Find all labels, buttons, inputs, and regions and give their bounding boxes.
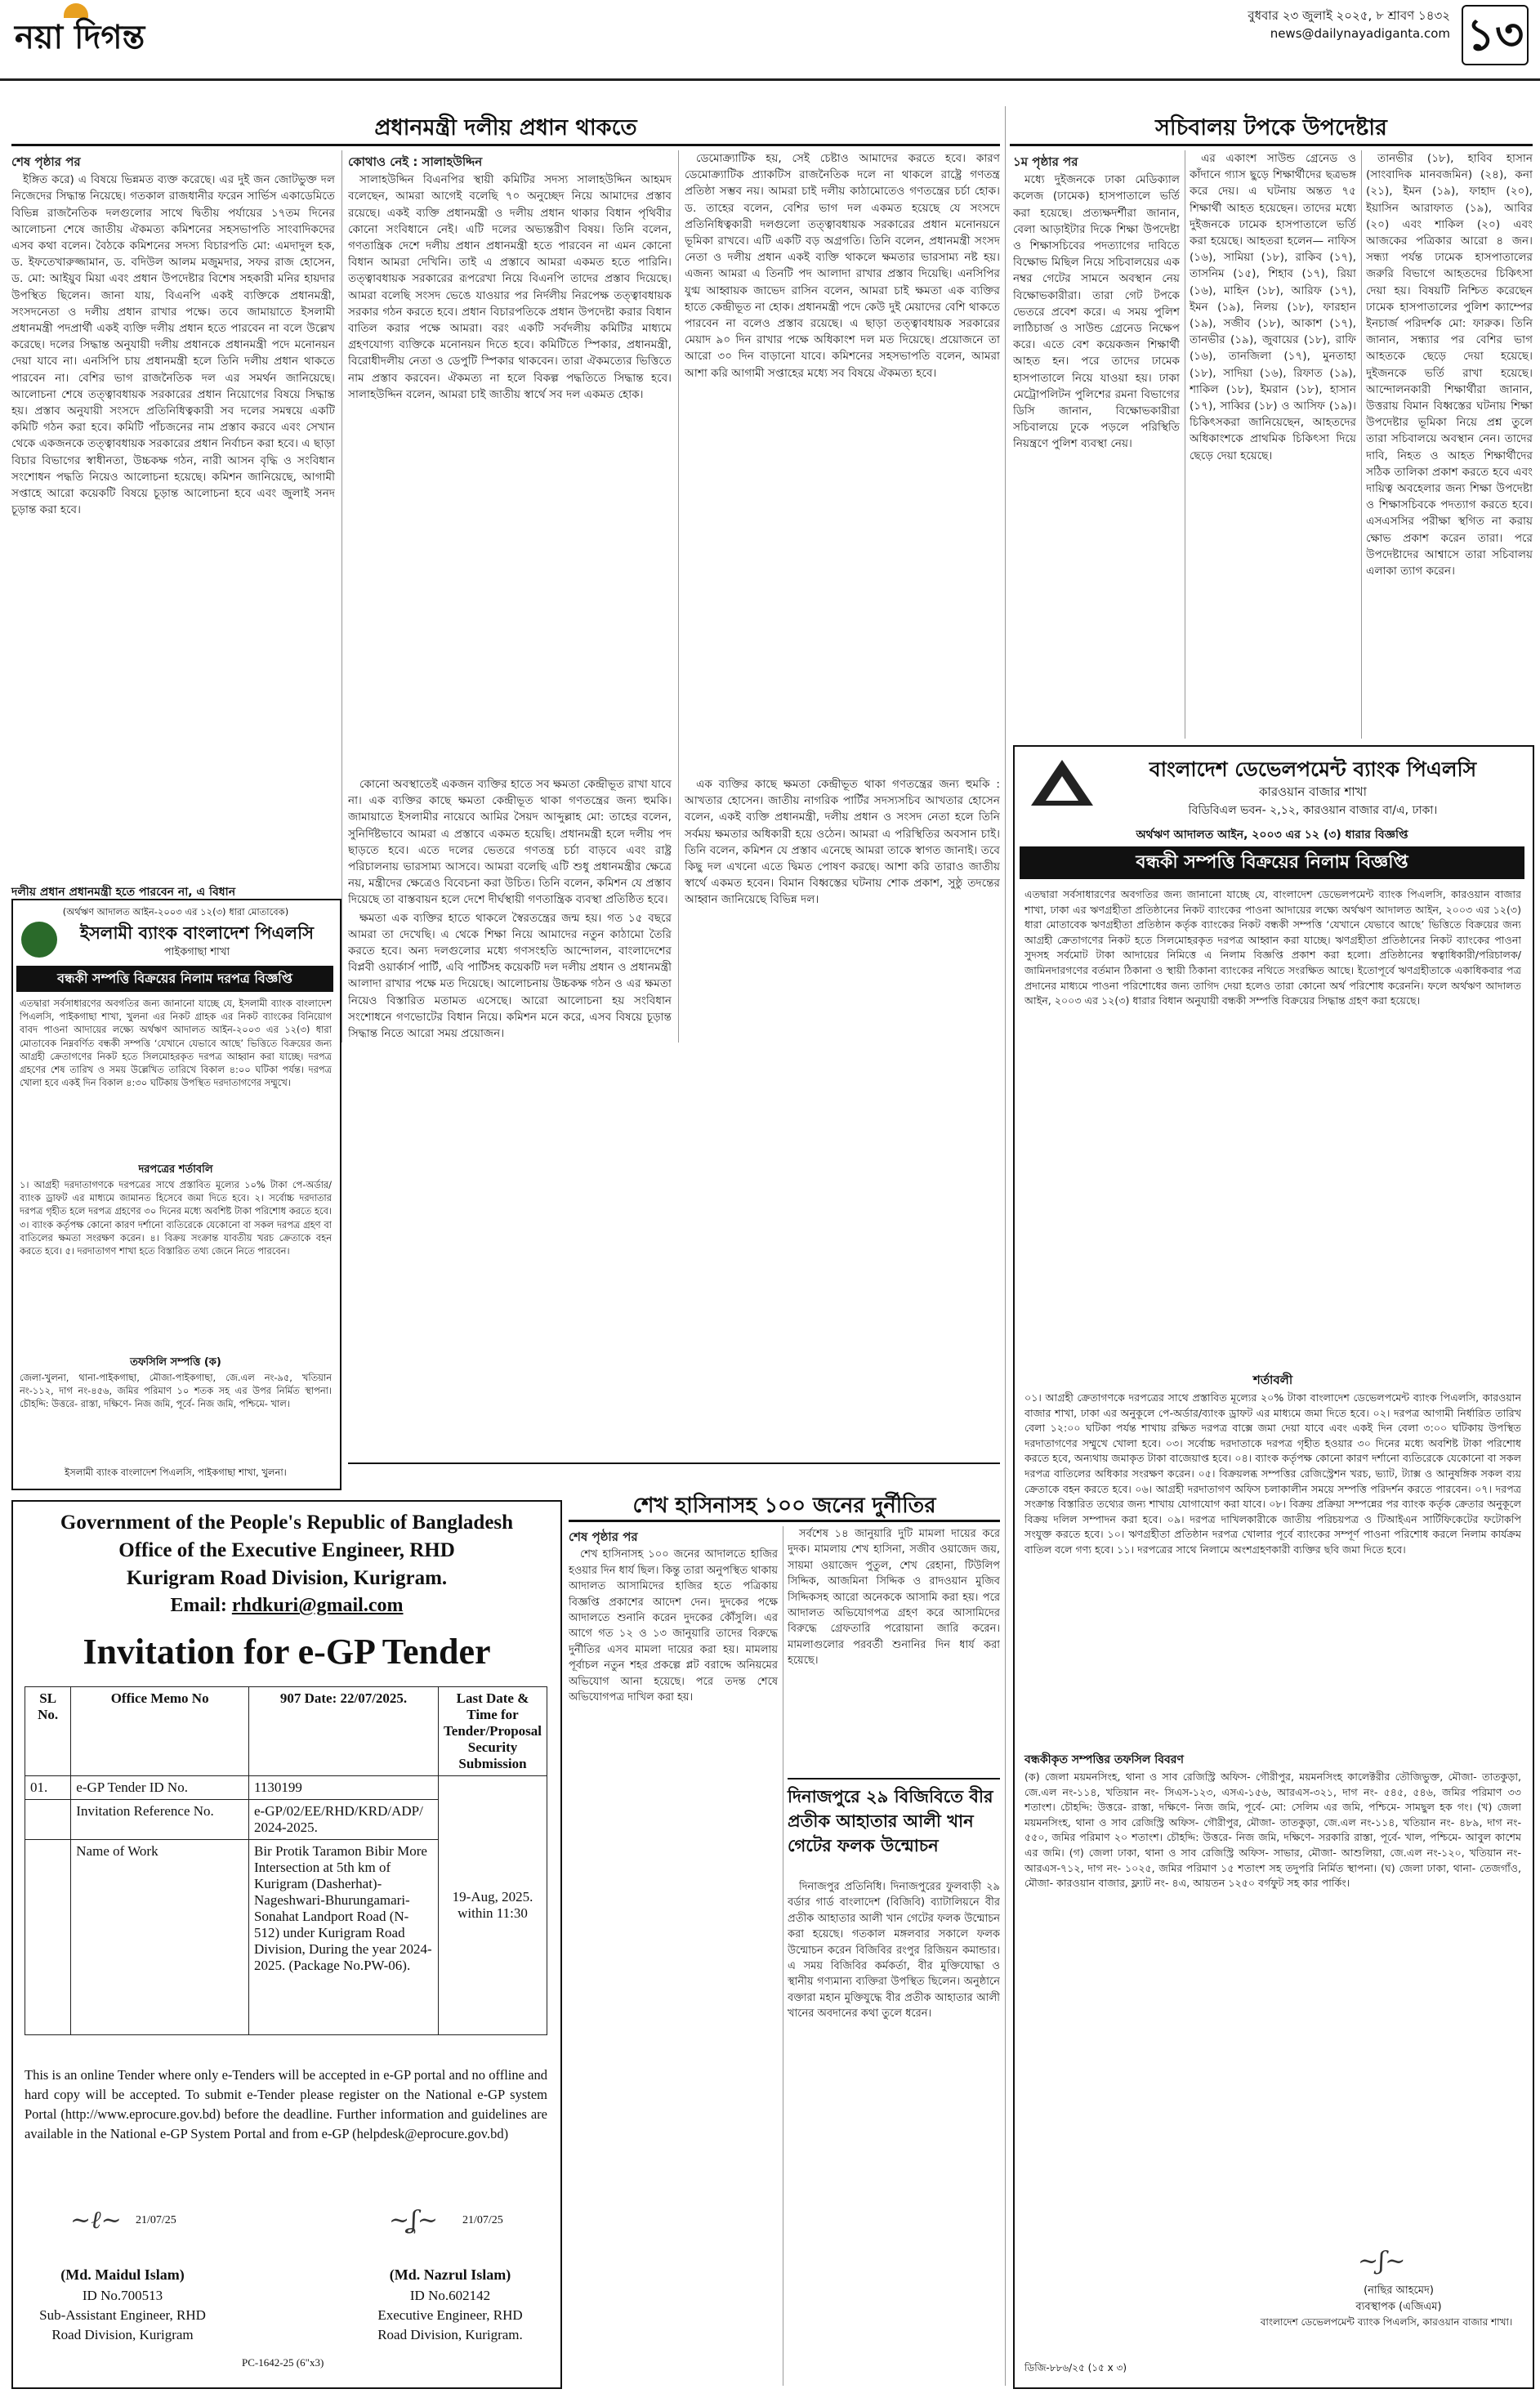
tender-right-sig-date: 21/07/25 <box>462 2214 503 2226</box>
ibbl-logo-icon <box>21 922 57 958</box>
story1-col2 <box>348 150 672 771</box>
tender-left-sig-date: 21/07/25 <box>136 2214 176 2226</box>
table-header-row <box>25 1687 547 1776</box>
dinajpur-body <box>788 1879 1000 2386</box>
story3-col2-text: সর্বশেষ ১৪ জানুয়ারি দুটি মামলা দায়ের করে দুদক। মামলায় শেখ হাসিনা, সজীব ওয়াজেদ জয়, সায়মা ওয়াজেদ পুতুল, শেখ রেহানা, টিউলিপ সিদ্দিক, আজমিনা সিদ্দিক ও রাদওয়ান মুজিব সিদ্দিকসহ আরো অনেককে আসামি করা হয়। পরে আদালত অভিযোগপত্র গ্রহণ করে আসামিদের বিরুদ্ধে গ্রেফতারি পরোয়ানা জারি করেন। মামলাগুলোর পরবর্তী শুনানির দিন ধার্য করা হয়েছে। <box>788 1528 1000 1668</box>
story1-end-line: দলীয় প্রধান প্রধানমন্ত্রী হতে পারবেন না, এ বিধান <box>11 886 236 899</box>
bdbl-bank-name: বাংলাদেশ ডেভেলপমেন্ট ব্যাংক পিএলসি <box>1149 757 1477 781</box>
tender-right-name: (Md. Nazrul Islam) <box>389 2266 511 2283</box>
tender-table-wrap <box>25 1686 547 2035</box>
table-cell <box>25 1840 71 2035</box>
ibbl-schedule: জেলা-খুলনা, থানা-পাইকগাছা, মৌজা-পাইকগাছা, জে.এল নং-৯৫, খতিয়ান নং-১১২, দাগ নং-৪৫৬, জমির পরিমাণ ১০ শতক সহ এর উপর নির্মিত স্থাপনা। চৌহদ্দি: উত্তরে- রাস্তা, দক্ষিণে- নিজ জমি, পূর্বে- নিজ জমি, পশ্চিমে- খাল। <box>20 1372 332 1410</box>
section-rule <box>788 1778 1000 1780</box>
story1-col2-text: সালাহউদ্দিন বিএনপির স্থায়ী কমিটির সদস্য সালাহউদ্দিন আহমদ বলেছেন, আমরা আগেই বলেছি ৭০ অনুচ্ছেদ নিয়ে আমাদের প্রস্তাব রয়েছে। একই ব্যক্তি প্রধানমন্ত্রী ও দলীয় প্রধান থাকার বিধান পৃথিবীর কোনো সংবিধানে নেই। এটি দলের অভ্যন্তরীণ বিষয়। তিনি বলেন, গণতান্ত্রিক দেশে দলীয় প্রধান প্রধানমন্ত্রী হতে পারবেন না এমন কোনো বিধান আমরা দেখিনি। তাই এ প্রস্তাবে আমরা একমত হতে পারিনি। তত্ত্বাবধায়ক সরকারের রূপরেখা নিয়ে বিএনপি তাদের প্রস্তাব দিয়েছে। আমরা বলেছি সংসদ ভেঙে যাওয়ার পর নির্দলীয় নিরপেক্ষ তত্ত্বাবধায়ক সরকার গঠন করতে হবে। প্রধান বিচারপতিকে প্রধান উপদেষ্টা করার বিধান বাতিল করার পক্ষে আমরা। বরং একটি সর্বদলীয় কমিটির মাধ্যমে গ্রহণযোগ্য ব্যক্তিকে মনোনয়ন দিতে হবে। কমিটিতে স্পিকার, প্রধানমন্ত্রী, বিরোধীদলীয় নেতা ও ডেপুটি স্পিকার থাকবেন। তারা ঐকমত্যের ভিত্তিতে নাম প্রস্তাব করবেন। ঐকমত্য না হলে বিকল্প পদ্ধতিতে সিদ্ধান্ত হবে। সালাহউদ্দিন বলেন, আমরা চাই জাতীয় স্বার্থে সব দল একমত হোক। <box>348 173 672 401</box>
bdbl-address: বিডিবিএল ভবন- ২,১২, কারওয়ান বাজার বা/এ, ঢাকা। <box>1188 804 1438 817</box>
masthead <box>0 0 1540 81</box>
bdbl-signatory-title: ব্যবস্থাপক (এজিএম) <box>1355 2301 1442 2313</box>
tender-division-line: Kurigram Road Division, Kurigram. <box>126 1567 448 1589</box>
story1-continued-label: শেষ পৃষ্ঠার পর <box>11 154 81 169</box>
tender-email-label: Email: <box>170 1595 227 1616</box>
tender-right-title: Executive Engineer, RHD <box>377 2307 523 2323</box>
table-header: Last Date & Time for Tender/Proposal Security Submission <box>439 1687 547 1776</box>
divider <box>678 150 679 1043</box>
bdbl-signatory-name: (নাছির আহমেদ) <box>1364 2284 1434 2297</box>
bdbl-schedule-title: বন্ধকীকৃত সম্পত্তির তফসিল বিবরণ <box>1024 1753 1184 1766</box>
bdbl-conditions: ০১। আগ্রহী ক্রেতাগণকে দরপত্রের সাথে প্রস্তাবিত মূল্যের ২০% টাকা বাংলাদেশ ডেভেলপমেন্ট ব্যাংক পিএলসি, কারওয়ান বাজার শাখা, ঢাকা এর অনুকূলে পে-অর্ডার/ব্যাংক ড্রাফট এর মাধ্যমে জমা দিতে হবে। ০২। দরপত্র আগামী নির্ধারিত তারিখ বেলা ১২:০০ ঘটিকা পর্যন্ত শাখায় রক্ষিত দরপত্র বাক্সে জমা দেয়া যাবে এবং একই দিন বেলা ৩:০০ ঘটিকায় উপস্থিত দরদাতাগণের সম্মুখে খোলা হবে। ০৩। সর্বোচ্চ দরদাতাকে দরপত্র গৃহীত হওয়ার ৩০ দিনের মধ্যে অবশিষ্ট টাকা পরিশোধ করতে হবে, অন্যথায় জমাকৃত টাকা বাজেয়াপ্ত হবে। ০৪। ব্যাংক কর্তৃপক্ষ কোনো কারণ দর্শানো ব্যতিরেকে যেকোনো বা সকল দরপত্র বাতিলের অধিকার সংরক্ষণ করেন। ০৫। বিক্রয়লব্ধ সম্পত্তির রেজিস্ট্রেশন খরচ, ভ্যাট, ট্যাক্স ও আনুষঙ্গিক সকল ব্যয় ক্রেতাকে বহন করতে হবে। ০৬। আগ্রহী দরদাতাগণ অফিস চলাকালীন সময়ে সম্পত্তি পরিদর্শন করতে পারবেন। ০৭। দরপত্র সংক্রান্ত বিস্তারিত তথ্যের জন্য শাখায় যোগাযোগ করা যাবে। ০৮। বিক্রয় প্রক্রিয়া সম্পন্নের পর ব্যাংক কর্তৃক ক্রেতার অনুকূলে বিক্রয় দলিল সম্পাদন করা হবে। ০৯। দরপত্র দাখিলকারীকে জাতীয় পরিচয়পত্র ও টিআইএন সার্টিফিকেটের ফটোকপি সংযুক্ত করতে হবে। ১০। ঋণগ্রহীতা প্রতিষ্ঠান দরপত্র খোলার পূর্বে ব্যাংকের সম্পূর্ণ পাওনা পরিশোধ করলে নিলাম কার্যক্রম বাতিল বলে গণ্য হবে। ১১। দরপত্রের সাথে নিলামে অংশগ্রহণকারী ব্যক্তির ছবি জমা দিতে হবে। <box>1024 1391 1521 1556</box>
bdbl-body: এতদ্বারা সর্বসাধারণের অবগতির জন্য জানানো যাচ্ছে যে, বাংলাদেশ ডেভেলপমেন্ট ব্যাংক পিএলসি, কারওয়ান বাজার শাখা, ঢাকা এর ঋণগ্রহীতা প্রতিষ্ঠানের নিকট ব্যাংকের পাওনা আদায়ের লক্ষ্যে অর্থঋণ আদালত আইন, ২০০৩ এর ১২(৩) ধারা মোতাবেক ঋণগ্রহীতা প্রতিষ্ঠান কর্তৃক ব্যাংকের নিকট বন্ধকী সম্পত্তি ‘যেখানে যেভাবে আছে’ ভিত্তিতে বিক্রয়ের জন্য আগ্রহী ক্রেতাগণের নিকট হতে সিলমোহরকৃত দরপত্র আহ্বান করা যাচ্ছে। ঋণগ্রহীতা প্রতিষ্ঠানের নিকট ব্যাংকের পাওনা সুদসহ সর্বমোট টাকা আদায়ের নিমিত্তে এ নিলাম বিজ্ঞপ্তি প্রকাশ করা হলো। প্রতিষ্ঠানের স্বত্বাধিকারী/পরিচালক/জামিনদারগণের বর্তমান ঠিকানা ও স্থায়ী ঠিকানা ব্যাংকের নথিতে সংরক্ষিত আছে। ইতোপূর্বে ঋণগ্রহীতাকে একাধিকবার পত্র প্রদানের মাধ্যমে পাওনা পরিশোধের জন্য তাগিদ দেয়া হলেও তারা কোনো অর্থ পরিশোধ করেননি। ফলে অর্থঋণ আদালত আইন, ২০০৩ এর ১২(৩) ধারার বিধান অনুযায়ী বন্ধকী সম্পত্তি বিক্রয়ের সিদ্ধান্ত গ্রহণ করা হয়েছে। <box>1024 888 1521 1007</box>
story3-bar <box>569 1520 1000 1522</box>
divider <box>341 150 342 1043</box>
story1-col3-text: ডেমোক্র্যাটিক হয়, সেই চেষ্টাও আমাদের করতে হবে। কারণ ডেমোক্র্যাটিক প্র্যাকটিস রাজনৈতিক দলে না থাকলে রাষ্ট্রে গণতন্ত্র প্রতিষ্ঠা সম্ভব নয়। আমরা চাই দলীয় কাঠামোতেও গণতন্ত্রের চর্চা হোক। ড. তাহের বলেন, বেশির ভাগ দল একমত হয়েছে যে সংসদে প্রতিনিধিত্বকারী দলগুলো তত্ত্বাবধায়ক সরকারের প্রধান মনোনয়নে ভূমিকা রাখবে। এটি একটি বড় অগ্রগতি। তিনি বলেন, প্রধানমন্ত্রী সংসদ নেতা ও দলীয় প্রধান একই ব্যক্তি থাকলে ক্ষমতার ভারসাম্য নষ্ট হয়। এজন্য আমরা এ তিনটি পদ আলাদা রাখার প্রস্তাব দিয়েছি। এনসিপির যুগ্ম আহ্বায়ক জাভেদ রাসিন বলেন, আমরা চাই ক্ষমতা এক ব্যক্তির হাতে কেন্দ্রীভূত না হোক। প্রধানমন্ত্রী পদে কেউ দুই মেয়াদের বেশি থাকতে পারবেন না বলেও প্রস্তাব রয়েছে। এ ছাড়া তত্ত্বাবধায়ক সরকারের মেয়াদ ৯০ দিন রাখার পক্ষে অধিকাংশ দল মত দিয়েছে। প্রয়োজনে তা আরো ৩০ দিন বাড়ানো যাবে। কমিশনের সহসভাপতি বলেন, আমরা আশা করি আগামী সপ্তাহের মধ্যে সব বিষয়ে ঐকমত্য হবে। <box>685 152 1000 380</box>
story3-col2 <box>788 1526 1000 1771</box>
story1-col5-text: ক্ষমতা এক ব্যক্তির হাতে থাকলে স্বৈরতন্ত্রের জন্ম হয়। গত ১৫ বছরে আমরা তা দেখেছি। এ থেকে শিক্ষা নিয়ে আমাদের নতুন কাঠামো তৈরি করতে হবে। অন্য দলগুলোর মধ্যে গণসংহতি আন্দোলন, বাংলাদেশের বিপ্লবী ওয়ার্কার্স পার্টি, এবি পার্টিসহ কয়েকটি দল দলীয় প্রধান ও প্রধানমন্ত্রী আলাদা রাখার পক্ষে মত দিয়েছে। আলোচনায় উচ্চকক্ষ গঠন ও এর ক্ষমতা নিয়েও বিস্তারিত মতামত এসেছে। আরো আলোচনা হয় সংবিধান সংশোধনে গণভোটের বিধান নিয়ে। কমিশন মনে করে, এসব বিষয়ে চূড়ান্ত সিদ্ধান্ত নিতে আরো সময় প্রয়োজন। <box>348 911 672 1041</box>
table-cell: e-GP/02/EE/RHD/KRD/ADP/ 2024-2025. <box>249 1800 439 1840</box>
tender-left-title: Sub-Assistant Engineer, RHD <box>39 2307 206 2323</box>
bdbl-notice <box>1013 745 1534 2389</box>
bdbl-signatory-branch: বাংলাদেশ ডেভেলপমেন্ট ব্যাংক পিএলসি, কারওয়ান বাজার শাখা। <box>1260 2316 1513 2328</box>
tender-note: This is an online Tender where only e-Tenders will be accepted in e-GP portal and no offline and hard copy will be accepted. To submit e-Tender please register on the National e-GP system Portal (http://www.eprocure.gov.bd) before the deadline. Further information and guidelines are available in the National e-GP System Portal and from e-GP (helpdesk@eprocure.gov.bd) <box>25 2067 547 2141</box>
table-row <box>25 1776 547 1800</box>
table-header: Office Memo No <box>71 1687 249 1776</box>
tender-office-line: Office of the Executive Engineer, RHD <box>118 1539 455 1561</box>
story1-col4 <box>348 776 672 1283</box>
story3-col1 <box>569 1526 778 2386</box>
story1-col1 <box>11 150 335 876</box>
table-cell: Name of Work <box>71 1840 249 2035</box>
tender-email-link[interactable]: rhdkuri@gmail.com <box>231 1595 404 1616</box>
issue-date: বুধবার ২৩ জুলাই ২০২৫, ৮ শ্রাবণ ১৪৩২ <box>1248 8 1450 23</box>
bdbl-conditions-title: শর্তাবলী <box>1252 1373 1293 1387</box>
story3-continued-label: শেষ পৃষ্ঠার পর <box>569 1529 638 1544</box>
newspaper-logo[interactable]: নয়া দিগন্ত <box>15 18 145 56</box>
page-number: ১৩ <box>1462 5 1529 65</box>
table-header: 907 Date: 22/07/2025. <box>249 1687 439 1776</box>
table-cell: e-GP Tender ID No. <box>71 1776 249 1800</box>
tender-email-row <box>13 1595 560 1617</box>
tender-notice <box>11 1500 562 2389</box>
bdbl-notice-title: বন্ধকী সম্পত্তি বিক্রয়ের নিলাম বিজ্ঞপ্তি <box>1020 846 1524 879</box>
table-cell: 01. <box>25 1776 71 1800</box>
story2-headline[interactable]: সচিবালয় টপকে উপদেষ্টার <box>1155 115 1387 141</box>
bdbl-signature: ~ʃ~ <box>1358 2247 1406 2275</box>
tender-right-signature: ~ʆ~ <box>389 2206 438 2235</box>
table-cell: 1130199 <box>249 1776 439 1800</box>
table-cell: Bir Protik Taramon Bibir More Intersection at 5th km of Kurigram (Dasherhat)- Nageshwari-Bhurungamari-Sonahat Landport Road (N-512) under Kurigram Road Division, During the year 2024-2025. (Package No.PW-06). <box>249 1840 439 2035</box>
tender-pc-number: PC-1642-25 (6"x3) <box>242 2356 324 2369</box>
table-cell-last-date: 19-Aug, 2025. within 11:30 <box>439 1776 547 2035</box>
ibbl-notice-title: বন্ধকী সম্পত্তি বিক্রয়ের নিলাম দরপত্র বিজ্ঞপ্তি <box>16 966 333 992</box>
table-header: SL No. <box>25 1687 71 1776</box>
table-cell: Invitation Reference No. <box>71 1800 249 1840</box>
story2-col3-text: তানভীর (১৮), হাবিব হাসান (সাংবাদিক মানবজমিন) (২৪), কনা (২১), ইমন (১৯), ফাহাদ (২০), ইয়াসিন আরাফাত (১৯), আবির (২০) এবং শাকিল (২০) এবং আজকের পত্রিকার আরো ৪ জন। সন্ধ্যা পর্যন্ত ঢামেক হাসপাতালের জরুরি বিভাগে আহতদের চিকিৎসা দেয়া হয়। বিষয়টি নিশ্চিত করেছেন ঢামেক হাসপাতালের পুলিশ ক্যাম্পের ইনচার্জ পরিদর্শক মো: ফারুক। তিনি জানান, সন্ধ্যার পর বেশির ভাগ আহতকে ছেড়ে দেয়া হয়েছে। দুইজনকে ভর্তি রাখা হয়েছে। আন্দোলনকারী শিক্ষার্থীরা জানান, উত্তরায় বিমান বিধ্বস্তের ঘটনায় শিক্ষা উপদেষ্টার ভূমিকা নিয়ে প্রশ্ন তুলে তারা সচিবালয়ে অবস্থান নেন। তাদের দাবি, নিহত ও আহত শিক্ষার্থীদের সঠিক তালিকা প্রকাশ করতে হবে এবং দায়িত্ব অবহেলার জন্য শিক্ষা উপদেষ্টা ও শিক্ষাসচিবকে পদত্যাগ করতে হবে। এসএসসির পরীক্ষা স্থগিত না করায় ক্ষোভ প্রকাশ করেন তারা। পরে উপদেষ্টাদের আশ্বাসে তারা সচিবালয় এলাকা ত্যাগ করেন। <box>1366 152 1533 578</box>
story1-subhead: কোথাও নেই : সালাহউদ্দিন <box>348 154 483 169</box>
ibbl-bank-name: ইসলামী ব্যাংক বাংলাদেশ পিএলসি <box>80 923 314 943</box>
story1-col3 <box>685 150 1000 771</box>
story1-col6 <box>685 776 1000 1283</box>
tender-title: Invitation for e-GP Tender <box>83 1632 491 1672</box>
divider <box>1005 106 1006 2386</box>
section-rule <box>348 1462 1000 1464</box>
tender-left-division: Road Division, Kurigram <box>51 2327 194 2342</box>
bdbl-code: ডিজি-৮৮৬/২৫ (১৫ x ৩) <box>1024 2362 1127 2373</box>
story2-continued-label: ১ম পৃষ্ঠার পর <box>1013 154 1078 169</box>
story1-col4-text: কোনো অবস্থাতেই একজন ব্যক্তির হাতে সব ক্ষমতা কেন্দ্রীভূত রাখা যাবে না। এক ব্যক্তির কাছে ক্ষমতা কেন্দ্রীভূত থাকা গণতন্ত্রের জন্য হুমকি। জামায়াতে ইসলামীর নায়েবে আমির সৈয়দ আব্দুল্লাহ মো: তাহের বলেন, সুনির্দিষ্টভাবে আমরা এ প্রস্তাবে একমত হয়েছি। প্রধানমন্ত্রী হলে দলীয় পদ ছাড়তে হবে। এতে দলের ভেতরে গণতন্ত্র চর্চা বাড়বে এবং রাষ্ট্র পরিচালনায় ভারসাম্য আসবে। আমরা বলেছি এটি শুধু প্রধানমন্ত্রীর ক্ষেত্রে নয়, মন্ত্রীদের ক্ষেত্রেও বিবেচনা করা উচিত। তিনি বলেন, কমিশন যে প্রস্তাব দিয়েছে তা বাস্তবায়ন হলে দেশে দীর্ঘস্থায়ী গণতান্ত্রিক ব্যবস্থা প্রতিষ্ঠিত হবে। <box>348 778 672 907</box>
story3-col1-text: শেখ হাসিনাসহ ১০০ জনের আদালতে হাজির হওয়ার দিন ধার্য ছিল। কিন্তু তারা অনুপস্থিত থাকায় আদালত আসামিদের হাজির হতে পত্রিকায় বিজ্ঞপ্তি প্রকাশের আদেশ দেন। দুদকের পক্ষে আদালতে শুনানি করেন দুদকের কৌঁসুলি। এর আগে গত ১২ ও ১৩ জানুয়ারি তাদের বিরুদ্ধে দুর্নীতির এসব মামলা দায়ের করা হয়। মামলায় পূর্বাচল নতুন শহর প্রকল্পে প্লট বরাদ্দে অনিয়মের অভিযোগ আনা হয়েছে। পরে তদন্ত শেষে অভিযোগপত্র দাখিল করা হয়। <box>569 1548 778 1704</box>
ibbl-notice <box>11 899 341 1490</box>
tender-gov-line: Government of the People's Republic of Bangladesh <box>60 1512 514 1534</box>
ibbl-body: এতদ্বারা সর্বসাধারণের অবগতির জন্য জানানো যাচ্ছে যে, ইসলামী ব্যাংক বাংলাদেশ পিএলসি, পাইকগাছা শাখা, খুলনা এর নিকট গ্রাহক এর নিকট ব্যাংকের বিনিয়োগ বাবদ পাওনা আদায়ের লক্ষ্যে অর্থঋণ আদালত আইন-২০০৩ এর ১২(৩) ধারা মোতাবেক নিম্নবর্ণিত বন্ধকী সম্পত্তি ‘যেখানে যেভাবে আছে’ ভিত্তিতে বিক্রয়ের জন্য আগ্রহী ক্রেতাগণের নিকট হতে সিলমোহরকৃত দরপত্র আহ্বান করা যাচ্ছে। দরপত্র গ্রহণের শেষ তারিখ ও সময় উল্লেখিত তারিখে বিকাল ৪:০০ ঘটিকা পর্যন্ত। দরপত্র খোলা হবে একই দিন বিকাল ৪:৩০ ঘটিকায় উপস্থিত দরদাতাগণের সম্মুখে। <box>20 998 332 1089</box>
story1-headline[interactable]: প্রধানমন্ত্রী দলীয় প্রধান থাকতে <box>374 115 637 141</box>
bdbl-act-line: অর্থঋণ আদালত আইন, ২০০৩ এর ১২ (৩) ধারার বিজ্ঞপ্তি <box>1136 828 1408 842</box>
story2-col1-text: মধ্যে দুইজনকে ঢাকা মেডিক্যাল কলেজ (ঢামেক) হাসপাতালে ভর্তি করা হয়েছে। প্রত্যক্ষদর্শীরা জানান, বেলা আড়াইটার দিকে শিক্ষা উপদেষ্টা ও শিক্ষাসচিবের পদত্যাগের দাবিতে বিক্ষোভ মিছিল নিয়ে সচিবালয়ের এক নম্বর গেটের সামনে অবস্থান নেয় বিক্ষোভকারীরা। তারা গেট টপকে ভেতরে প্রবেশ করে। এ সময় পুলিশ লাঠিচার্জ ও সাউন্ড গ্রেনেড নিক্ষেপ করে। এতে বেশ কয়েকজন শিক্ষার্থী আহত হন। পরে তাদের ঢামেক হাসপাতালে নিয়ে যাওয়া হয়। ঢাকা মেট্রোপলিটন পুলিশের রমনা বিভাগের ডিসি জানান, বিক্ষোভকারীরা সচিবালয়ে ঢুকে পড়লে পরিস্থিতি নিয়ন্ত্রণে পুলিশ ব্যবস্থা নেয়। <box>1013 173 1180 451</box>
tender-left-id: ID No.700513 <box>82 2288 163 2303</box>
story2-col2-text: এর একাংশ সাউন্ড গ্রেনেড ও কাঁদানে গ্যাস ছুড়ে শিক্ষার্থীদের ছত্রভঙ্গ করে দেয়। এ ঘটনায় অন্তত ৭৫ শিক্ষার্থী আহত হয়েছেন। তাদের মধ্যে দুইজনকে ঢামেক হাসপাতালে ভর্তি করা হয়েছে। আহতরা হলেন— নাফিস (১৬), সামিয়া (১৮), রাকিব (১৭), তাসনিম (১৫), শিহাব (১৭), রিয়া (১৬), মাহিন (১৮), আরিফ (১৭), ইমন (১৯), নিলয় (১৮), ফারহান (১৯), সজীব (১৮), আকাশ (১৭), তানভীর (১৯), জুবায়ের (১৮), রাফি (১৬), তানজিলা (১৭), মুনতাহা (১৮), সাদিয়া (১৬), রিফাত (১৯), শাকিল (১৮), ইমরান (১৮), হাসান (১৭), সাব্বির (১৮) ও আসিফ (১৯)। চিকিৎসকরা জানিয়েছেন, আহতদের অধিকাংশকে প্রাথমিক চিকিৎসা দিয়ে ছেড়ে দেয়া হয়েছে। <box>1190 152 1356 462</box>
tender-table <box>25 1686 547 2035</box>
ibbl-footer: ইসলামী ব্যাংক বাংলাদেশ পিএলসি, পাইকগাছা শাখা, খুলনা। <box>65 1467 287 1478</box>
story3-headline[interactable]: শেখ হাসিনাসহ ১০০ জনের দুর্নীতির <box>632 1494 936 1518</box>
divider <box>1361 150 1362 739</box>
story1-col1-text: ইঙ্গিত করে) এ বিষয়ে ভিন্নমত ব্যক্ত করেছে। এর দুই জন জোটভুক্ত দল নিজেদের সিদ্ধান্ত নিয়েছে। গতকাল রাজধানীর ফরেন সার্ভিস একাডেমিতে বিভিন্ন রাজনৈতিক দলগুলোর সাথে দ্বিতীয় পর্যায়ের ১৭তম দিনের আলোচনা শেষে জাতীয় ঐকমত্য কমিশনের সহসভাপতি সাংবাদিকদের এসব কথা বলেন। বৈঠকে কমিশনের সদস্য বিচারপতি মো: এমদাদুল হক, ড. ইফতেখারুজ্জামান, ড. বদিউল আলম মজুমদার, সফর রাজ হোসেন, ড. মো: আইয়ুব মিয়া এবং প্রধান উপদেষ্টার বিশেষ সহকারী মনির হায়দার উপস্থিত ছিলেন। জানা যায়, বিএনপি একই ব্যক্তিকে প্রধানমন্ত্রী, সংসদনেতা ও দলীয় প্রধান রাখার পক্ষে। তবে জামায়াতে ইসলামী প্রধানমন্ত্রী পদপ্রার্থী একই ব্যক্তি দলীয় প্রধান হতে পারবেন না বলে উল্লেখ করেছে। দলের সিদ্ধান্ত অনুযায়ী দলীয় প্রধানকে প্রধানমন্ত্রী পদে মনোনয়ন দেয়া যাবে না। এনসিপি চায় প্রধানমন্ত্রী হলে তিনি দলীয় প্রধান থাকতে পারবেন না। বেশির ভাগ রাজনৈতিক দল এর সমর্থন জানিয়েছে। আলোচনা শেষে তত্ত্বাবধায়ক সরকারের প্রধান নিয়োগের বিষয়ে সিদ্ধান্ত হয়। প্রস্তাব অনুযায়ী সংসদে প্রতিনিধিত্বকারী সব দলের সমন্বয়ে একটি কমিটি গঠন করা হবে। কমিটি পাঁচজনের নাম প্রস্তাব করবে এবং সেখান থেকে একজনকে তত্ত্বাবধায়ক সরকারের প্রধান নির্বাচন করা হবে। এ ছাড়া বিচার বিভাগের স্বাধীনতা, উচ্চকক্ষ গঠন, নারী আসন বৃদ্ধি ও সংবিধান সংশোধন পদ্ধতি নিয়েও আলোচনা হয়েছে। কমিশন জানিয়েছে, আগামী সপ্তাহে আরো কয়েকটি বিষয়ে চূড়ান্ত আলোচনা হবে এবং জুলাই সনদ চূড়ান্ত করা হবে। <box>11 173 335 517</box>
ibbl-conditions-title: দরপত্রের শর্তাবলি <box>138 1163 213 1176</box>
ibbl-schedule-title: তফসিলি সম্পত্তি (ক) <box>130 1356 221 1369</box>
tender-left-name: (Md. Maidul Islam) <box>60 2266 185 2283</box>
ibbl-branch: পাইকগাছা শাখা <box>163 946 230 958</box>
story1-col6-text: এক ব্যক্তির কাছে ক্ষমতা কেন্দ্রীভূত থাকা গণতন্ত্রের জন্য হুমকি : আখতার হোসেন। জাতীয় নাগরিক পার্টির সদস্যসচিব আখতার হোসেন বলেন, একই ব্যক্তি প্রধানমন্ত্রী, দলীয় প্রধান ও সংসদ নেতা হলে তিনি সর্বময় ক্ষমতার অধিকারী হয়ে ওঠেন। আমরা এ পরিস্থিতির অবসান চাই। তিনি বলেন, কমিশন যে প্রস্তাব এনেছে আমরা তাকে স্বাগত জানাই। তবে কিছু দল এখনো এতে দ্বিমত পোষণ করছে। আশা করি তারাও জাতীয় স্বার্থে একমত হবেন। বিমান বিধ্বস্তের ঘটনায় শোক প্রকাশ, সুষ্ঠু তদন্তের আহ্বান জানিয়েছে বিভিন্ন দল। <box>685 778 1000 907</box>
tender-right-division: Road Division, Kurigram. <box>377 2327 523 2342</box>
dinajpur-headline[interactable]: দিনাজপুরে ২৯ বিজিবিতে বীর প্রতীক আহাতার আলী খান গেটের ফলক উন্মোচন <box>788 1787 993 1855</box>
ibbl-ref-line: (অর্থঋণ আদালত আইন-২০০৩ এর ১২(৩) ধারা মোতাবেক) <box>62 906 289 918</box>
dinajpur-body-text: দিনাজপুর প্রতিনিধি। দিনাজপুরের ফুলবাড়ী ২৯ বর্ডার গার্ড বাংলাদেশ (বিজিবি) ব্যাটালিয়নে বীর প্রতীক আহাতার আলী খান গেটের ফলক উন্মোচন করা হয়েছে। গতকাল মঙ্গলবার সকালে ফলক উন্মোচন করেন বিজিবির রংপুর রিজিয়ন কমান্ডার। এ সময় বিজিবির কর্মকর্তা, বীর মুক্তিযোদ্ধা ও স্থানীয় গণ্যমান্য ব্যক্তিরা উপস্থিত ছিলেন। অনুষ্ঠানে বক্তারা মহান মুক্তিযুদ্ধে বীর প্রতীক আহাতার আলী খানের অবদানের কথা তুলে ধরেন। <box>788 1881 1000 2021</box>
story2-col2 <box>1190 150 1356 739</box>
tender-left-signature: ~ℓ~ <box>70 2206 122 2235</box>
bdbl-logo-icon <box>1024 755 1100 812</box>
story2-col1 <box>1013 150 1180 739</box>
news-email[interactable]: news@dailynayadiganta.com <box>1270 26 1450 41</box>
bdbl-branch: কারওয়ান বাজার শাখা <box>1259 784 1367 799</box>
story2-col3 <box>1366 150 1533 739</box>
bdbl-schedule: (ক) জেলা ময়মনসিংহ, থানা ও সাব রেজিস্ট্রি অফিস- গৌরীপুর, ময়মনসিংহ কালেক্টরীর তৌজিভুক্ত, মৌজা- তাতকুড়া, জে.এল নং-১১৪, খতিয়ান নং- সিএস-১২৩, এসএ-১৫৬, আরএস-৩২১, দাগ নং- ৫৪৫, ৫৪৬, জমির পরিমাণ ৩৩ শতাংশ। চৌহদ্দি: উত্তরে- রাস্তা, দক্ষিণে- নিজ জমি, পূর্বে- মো: সেলিম এর জমি, পশ্চিমে- সামছুল হক গং। (খ) জেলা ময়মনসিংহ, থানা ও সাব রেজিস্ট্রি অফিস- গৌরীপুর, মৌজা- তাতকুড়া, জে.এল নং-১১৪, খতিয়ান নং- ৪৮৯, দাগ নং- ৫৫০, জমির পরিমাণ ২০ শতাংশ। চৌহদ্দি: উত্তরে- নিজ জমি, দক্ষিণে- সরকারি রাস্তা, পূর্বে- খাল, পশ্চিমে- আবুল কাশেম এর জমি। (গ) জেলা ঢাকা, থানা ও সাব রেজিস্ট্রি অফিস- সাভার, মৌজা- আশুলিয়া, জে.এল নং-১২০, খতিয়ান নং- আরএস-৭১২, দাগ নং- ১০২৫, জমির পরিমাণ ১৫ শতাংশ সহ তদুপরি নির্মিত স্থাপনা। (ঘ) জেলা ঢাকা, থানা- তেজগাঁও, মৌজা- কারওয়ান বাজার, ফ্ল্যাট নং- ৪এ, আয়তন ১২৫০ বর্গফুট সহ কার পার্কিং। <box>1024 1771 1521 1890</box>
tender-right-id: ID No.602142 <box>409 2288 491 2303</box>
ibbl-conditions: ১। আগ্রহী দরদাতাগণকে দরপত্রের সাথে প্রস্তাবিত মূল্যের ১০% টাকা পে-অর্ডার/ব্যাংক ড্রাফট এর মাধ্যমে জামানত হিসেবে জমা দিতে হবে। ২। সর্বোচ্চ দরদাতার দরপত্র গৃহীত হলে দরপত্র গ্রহণের ৩০ দিনের মধ্যে অবশিষ্ট টাকা পরিশোধ করতে হবে। ৩। ব্যাংক কর্তৃপক্ষ কোনো কারণ দর্শানো ব্যতিরেকে যেকোনো বা সকল দরপত্র গ্রহণ বা বাতিলের ক্ষমতা সংরক্ষণ করেন। ৪। বিক্রয় সংক্রান্ত যাবতীয় খরচ ক্রেতাকে বহন করতে হবে। ৫। দরদাতাগণ শাখা হতে বিস্তারিত তথ্য জেনে নিতে পারবেন। <box>20 1179 332 1257</box>
table-cell <box>25 1800 71 1840</box>
